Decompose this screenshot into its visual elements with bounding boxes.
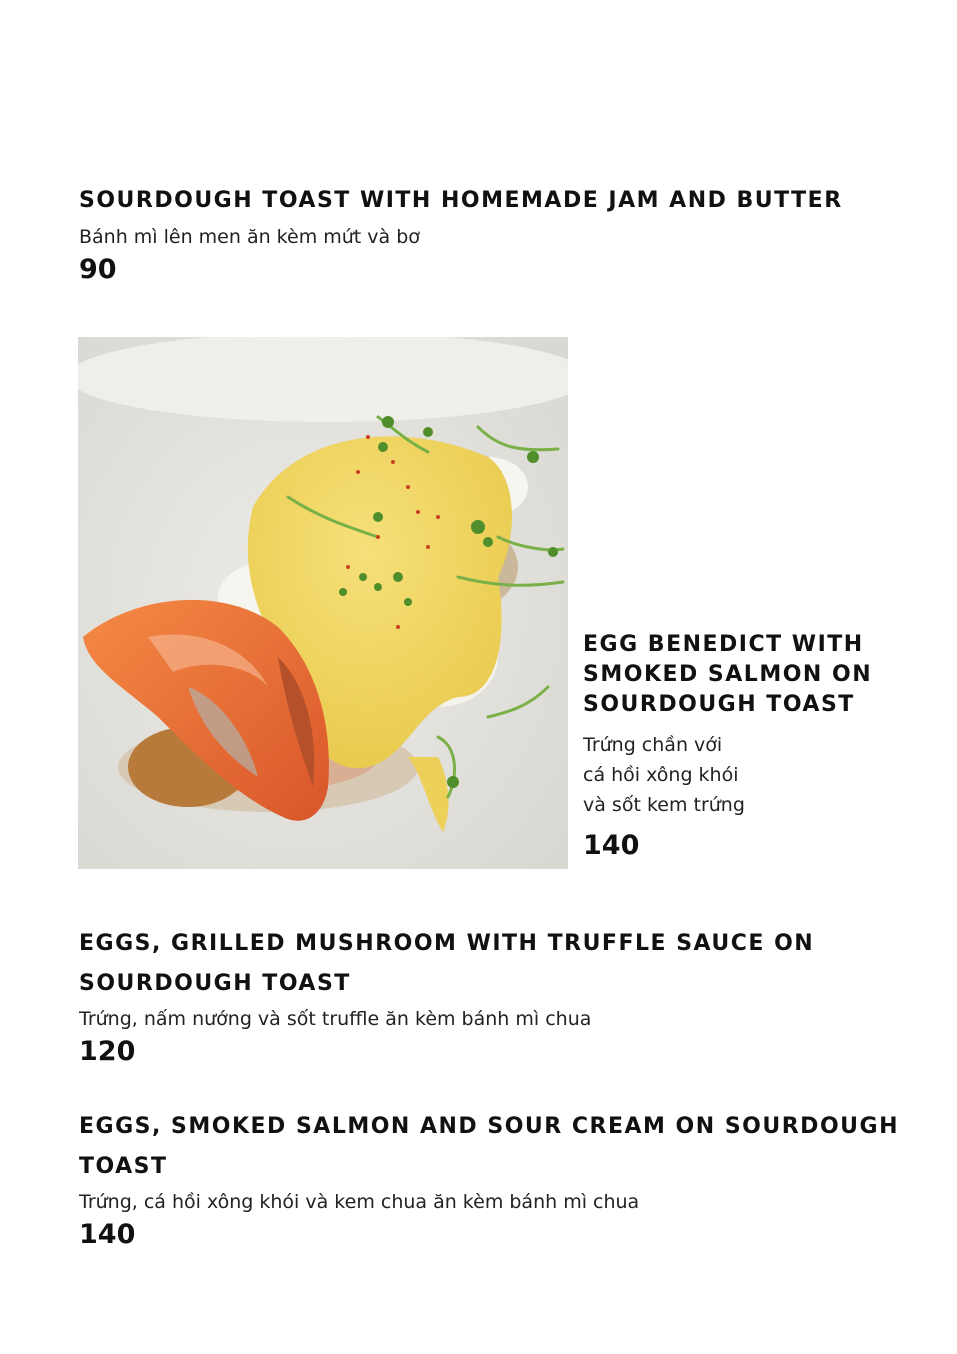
item-description: Trứng, cá hồi xông khói và kem chua ăn kèm bánh mì chua bbox=[79, 1191, 640, 1213]
item-description: Bánh mì lên men ăn kèm mứt và bơ bbox=[79, 226, 420, 248]
egg-benedict-photo bbox=[78, 337, 568, 869]
item-title: EGG BENEDICT WITH SMOKED SALMON ON SOURDOUGH TOAST bbox=[583, 632, 873, 717]
item-description: Trứng, nấm nướng và sốt truffle ăn kèm bánh mì chua bbox=[79, 1008, 592, 1030]
item-title: EGGS, SMOKED SALMON AND SOUR CREAM ON SOURDOUGH TOAST bbox=[79, 1114, 899, 1179]
item-title: SOURDOUGH TOAST WITH HOMEMADE JAM AND BUTTER bbox=[79, 188, 843, 213]
item-price: 140 bbox=[583, 830, 640, 861]
item-price: 140 bbox=[79, 1219, 136, 1250]
item-title: EGGS, GRILLED MUSHROOM WITH TRUFFLE SAUCE ON SOURDOUGH TOAST bbox=[79, 931, 815, 996]
item-price: 90 bbox=[79, 254, 117, 285]
item-price: 120 bbox=[79, 1036, 136, 1067]
item-description: Trứng chần với cá hồi xông khói và sốt kem trứng bbox=[583, 734, 745, 816]
